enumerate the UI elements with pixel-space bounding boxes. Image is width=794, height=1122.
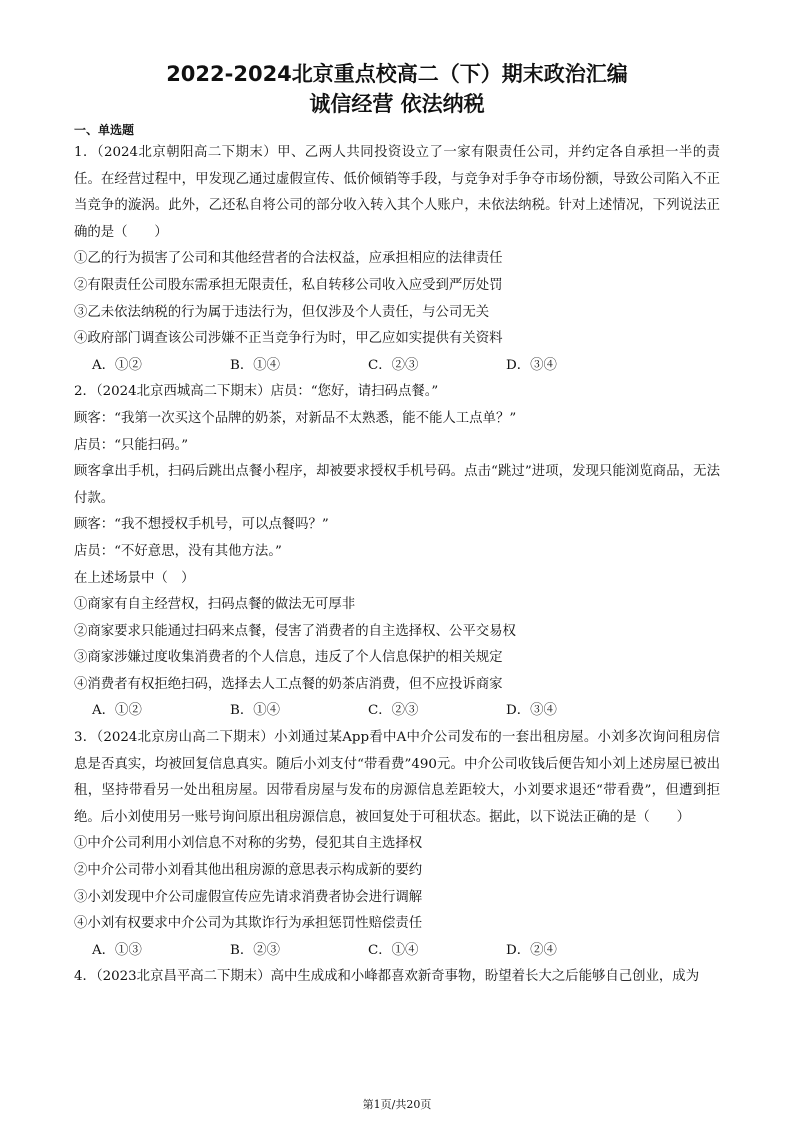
document-title: 2022-2024北京重点校高二（下）期末政治汇编 xyxy=(166,62,628,86)
statement-item: ①商家有自主经营权，扫码点餐的做法无可厚非 xyxy=(74,597,356,613)
question-prompt: 在上述场景中（ ） xyxy=(74,570,195,586)
question-4 xyxy=(74,964,720,991)
dialogue-line: 店员：“不好意思，没有其他方法。” xyxy=(74,543,282,559)
question-stem: 2．（2024北京西城高二下期末）店员：“您好，请扫码点餐。” xyxy=(74,384,439,400)
statement-item: ④小刘有权要求中介公司为其欺诈行为承担惩罚性赔偿责任 xyxy=(74,916,423,932)
dialogue-line: 顾客：“我不想授权手机号，可以点餐吗？” xyxy=(74,517,329,533)
option-b: B．②③ xyxy=(230,942,281,958)
option-b: B．①④ xyxy=(230,357,281,373)
option-b: B．①④ xyxy=(230,703,281,719)
option-d: D．②④ xyxy=(506,942,557,958)
answer-options xyxy=(74,698,720,725)
dialogue-line: 顾客拿出手机，扫码后跳出点餐小程序，却被要求授权手机号码。点击“跳过”进项，发现只能浏览商品，无法付款。 xyxy=(74,464,720,506)
option-a: A．①② xyxy=(92,357,142,373)
dialogue-line: 店员：“只能扫码。” xyxy=(74,437,189,453)
option-d: D．③④ xyxy=(506,357,557,373)
answer-options xyxy=(74,353,720,380)
question-2 xyxy=(74,379,720,725)
answer-options xyxy=(74,938,720,965)
statement-item: ②有限责任公司股东需承担无限责任，私自转移公司收入应受到严厉处罚 xyxy=(74,277,503,293)
question-1 xyxy=(74,140,720,379)
option-c: C．②③ xyxy=(368,703,419,719)
statement-item: ④政府部门调查该公司涉嫌不正当竞争行为时，甲乙应如实提供有关资料 xyxy=(74,331,503,347)
statement-item: ②商家要求只能通过扫码来点餐，侵害了消费者的自主选择权、公平交易权 xyxy=(74,623,516,639)
question-list xyxy=(74,140,720,991)
option-c: C．①④ xyxy=(368,942,419,958)
option-a: A．①② xyxy=(92,703,142,719)
question-3 xyxy=(74,725,720,964)
statement-item: ①乙的行为损害了公司和其他经营者的合法权益，应承担相应的法律责任 xyxy=(74,251,503,267)
question-stem: 1．（2024北京朝阳高二下期末）甲、乙两人共同投资设立了一家有限责任公司，并约定各自承担一半的责任。在经营过程中，甲发现乙通过虚假宣传、低价倾销等手段，与竞争对手争夺市场份额，导致公司陷入不正当竞争的漩涡。此外，乙还私自将公司的部分收入转入其个人账户，未依法纳税。针对上述情况，下列说法正确的是（ ） xyxy=(74,145,720,240)
statement-item: ③小刘发现中介公司虚假宣传应先请求消费者协会进行调解 xyxy=(74,889,423,905)
statement-item: ④消费者有权拒绝扫码，选择去人工点餐的奶茶店消费，但不应投诉商家 xyxy=(74,676,503,692)
question-stem: 4．（2023北京昌平高二下期末）高中生成成和小峰都喜欢新奇事物，盼望着长大之后能够自己创业，成为 xyxy=(74,969,700,985)
option-c: C．②③ xyxy=(368,357,419,373)
statement-item: ③乙未依法纳税的行为属于违法行为，但仅涉及个人责任，与公司无关 xyxy=(74,304,490,320)
page-number: 第1页/共20页 xyxy=(362,1098,432,1111)
question-stem: 3．（2024北京房山高二下期末）小刘通过某App看中A中介公司发布的一套出租房屋。小刘多次询问租房信息是否真实，均被回复信息真实。随后小刘支付“带看费”490元。中介公司收钱后便告知小刘上述房屋已被出租，坚持带看另一处出租房屋。因带看房屋与发布的房源信息差距较大，小刘要求退还“带看费”，但遭到拒绝。后小刘使用另一账号询问原出租房源信息，被回复处于可租状态。据此，以下说法正确的是（ ） xyxy=(74,730,720,825)
statement-item: ②中介公司带小刘看其他出租房源的意思表示构成新的要约 xyxy=(74,863,423,879)
option-a: A．①③ xyxy=(92,942,142,958)
statement-item: ①中介公司利用小刘信息不对称的劣势，侵犯其自主选择权 xyxy=(74,836,423,852)
section-heading: 一、单选题 xyxy=(74,123,135,137)
option-d: D．③④ xyxy=(506,703,557,719)
dialogue-line: 顾客：“我第一次买这个品牌的奶茶，对新品不太熟悉，能不能人工点单？” xyxy=(74,410,517,426)
document-subtitle: 诚信经营 依法纳税 xyxy=(309,92,485,116)
statement-item: ③商家涉嫌过度收集消费者的个人信息，违反了个人信息保护的相关规定 xyxy=(74,650,503,666)
